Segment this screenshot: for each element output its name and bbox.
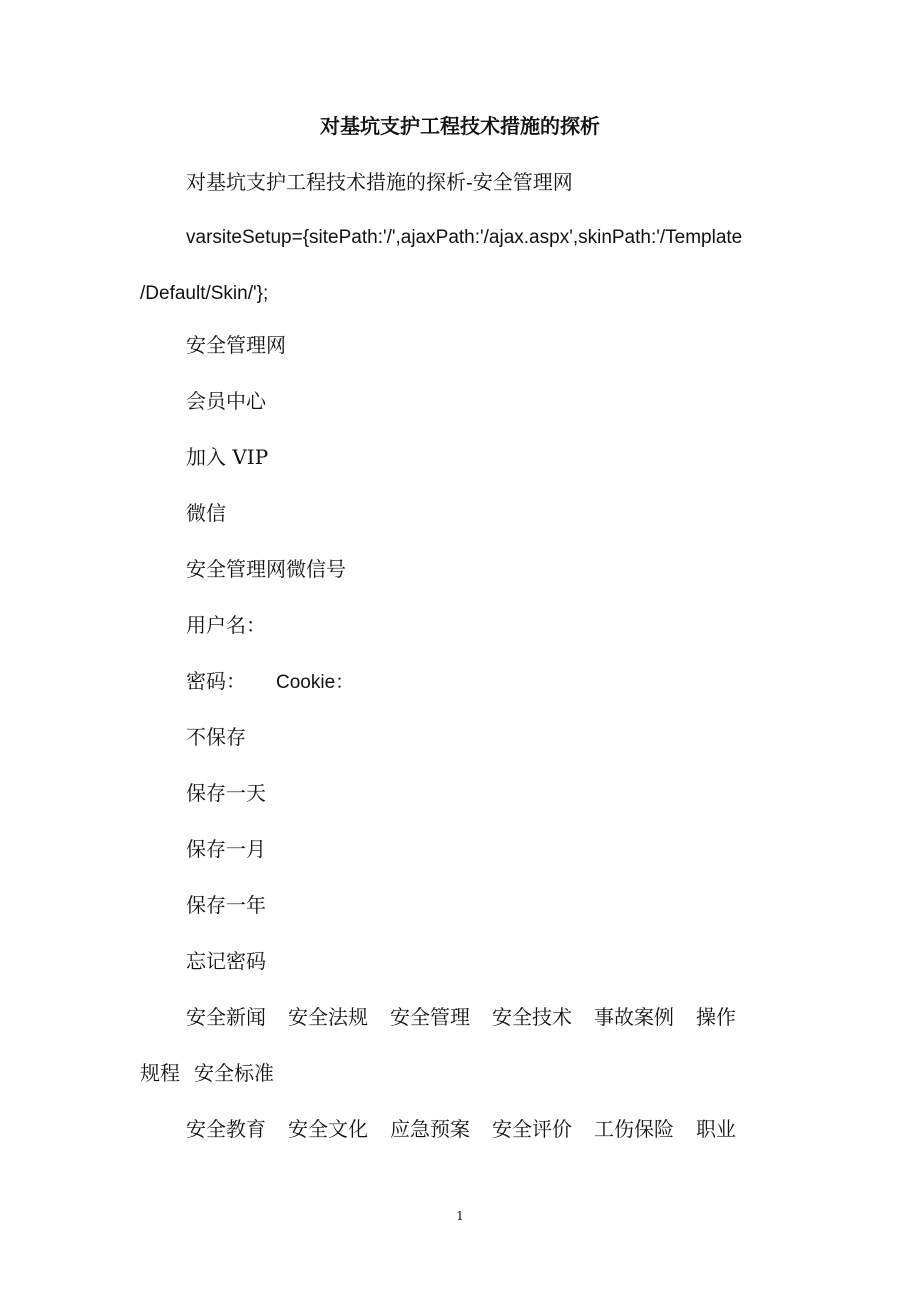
cookie-option[interactable]: 保存一天 — [186, 781, 266, 805]
nav-link[interactable]: 工伤保险 — [594, 1117, 674, 1141]
script-text-line-1: varsiteSetup={sitePath:'/',ajaxPath:'/ajax.aspx',skinPath:'/Template — [186, 227, 743, 248]
nav-link[interactable]: 应急预案 — [390, 1117, 470, 1141]
cookie-label: Cookie： — [276, 672, 355, 693]
nav-link[interactable]: 安全标准 — [194, 1061, 274, 1085]
nav-link[interactable]: 安全文化 — [288, 1117, 368, 1141]
cookie-option[interactable]: 保存一年 — [186, 893, 266, 917]
nav-link[interactable]: 安全评价 — [492, 1117, 572, 1141]
nav-row-2 — [186, 1115, 736, 1143]
forgot-password-link[interactable]: 忘记密码 — [186, 949, 266, 973]
nav-link[interactable]: 安全管理 — [390, 1005, 470, 1029]
page-number: 1 — [456, 1209, 464, 1223]
wechat-account-label: 安全管理网微信号 — [186, 557, 346, 581]
script-text-line-2: /Default/Skin/'}; — [140, 283, 269, 304]
username-label: 用户名： — [186, 613, 266, 637]
member-center-link[interactable]: 会员中心 — [186, 389, 266, 413]
nav-link[interactable]: 安全教育 — [186, 1117, 266, 1141]
password-cookie-row — [186, 667, 354, 697]
cookie-option[interactable]: 不保存 — [186, 725, 246, 749]
nav-link[interactable]: 安全技术 — [492, 1005, 572, 1029]
nav-link[interactable]: 操作 — [696, 1005, 736, 1029]
cookie-option[interactable]: 保存一月 — [186, 837, 266, 861]
join-vip-link[interactable]: 加入 VIP — [186, 445, 269, 469]
document-title: 对基坑支护工程技术措施的探析 — [320, 114, 600, 138]
nav-row-1 — [186, 1003, 736, 1031]
nav-link[interactable]: 事故案例 — [594, 1005, 674, 1029]
nav-link[interactable]: 规程 — [140, 1061, 180, 1085]
nav-link[interactable]: 安全新闻 — [186, 1005, 266, 1029]
nav-link[interactable]: 安全法规 — [288, 1005, 368, 1029]
password-label: 密码： — [186, 669, 246, 693]
site-name-link[interactable]: 安全管理网 — [186, 333, 286, 357]
nav-link[interactable]: 职业 — [696, 1117, 736, 1141]
nav-row-1-wrap — [140, 1059, 274, 1087]
page-subtitle: 对基坑支护工程技术措施的探析-安全管理网 — [186, 170, 573, 194]
wechat-link[interactable]: 微信 — [186, 501, 226, 525]
